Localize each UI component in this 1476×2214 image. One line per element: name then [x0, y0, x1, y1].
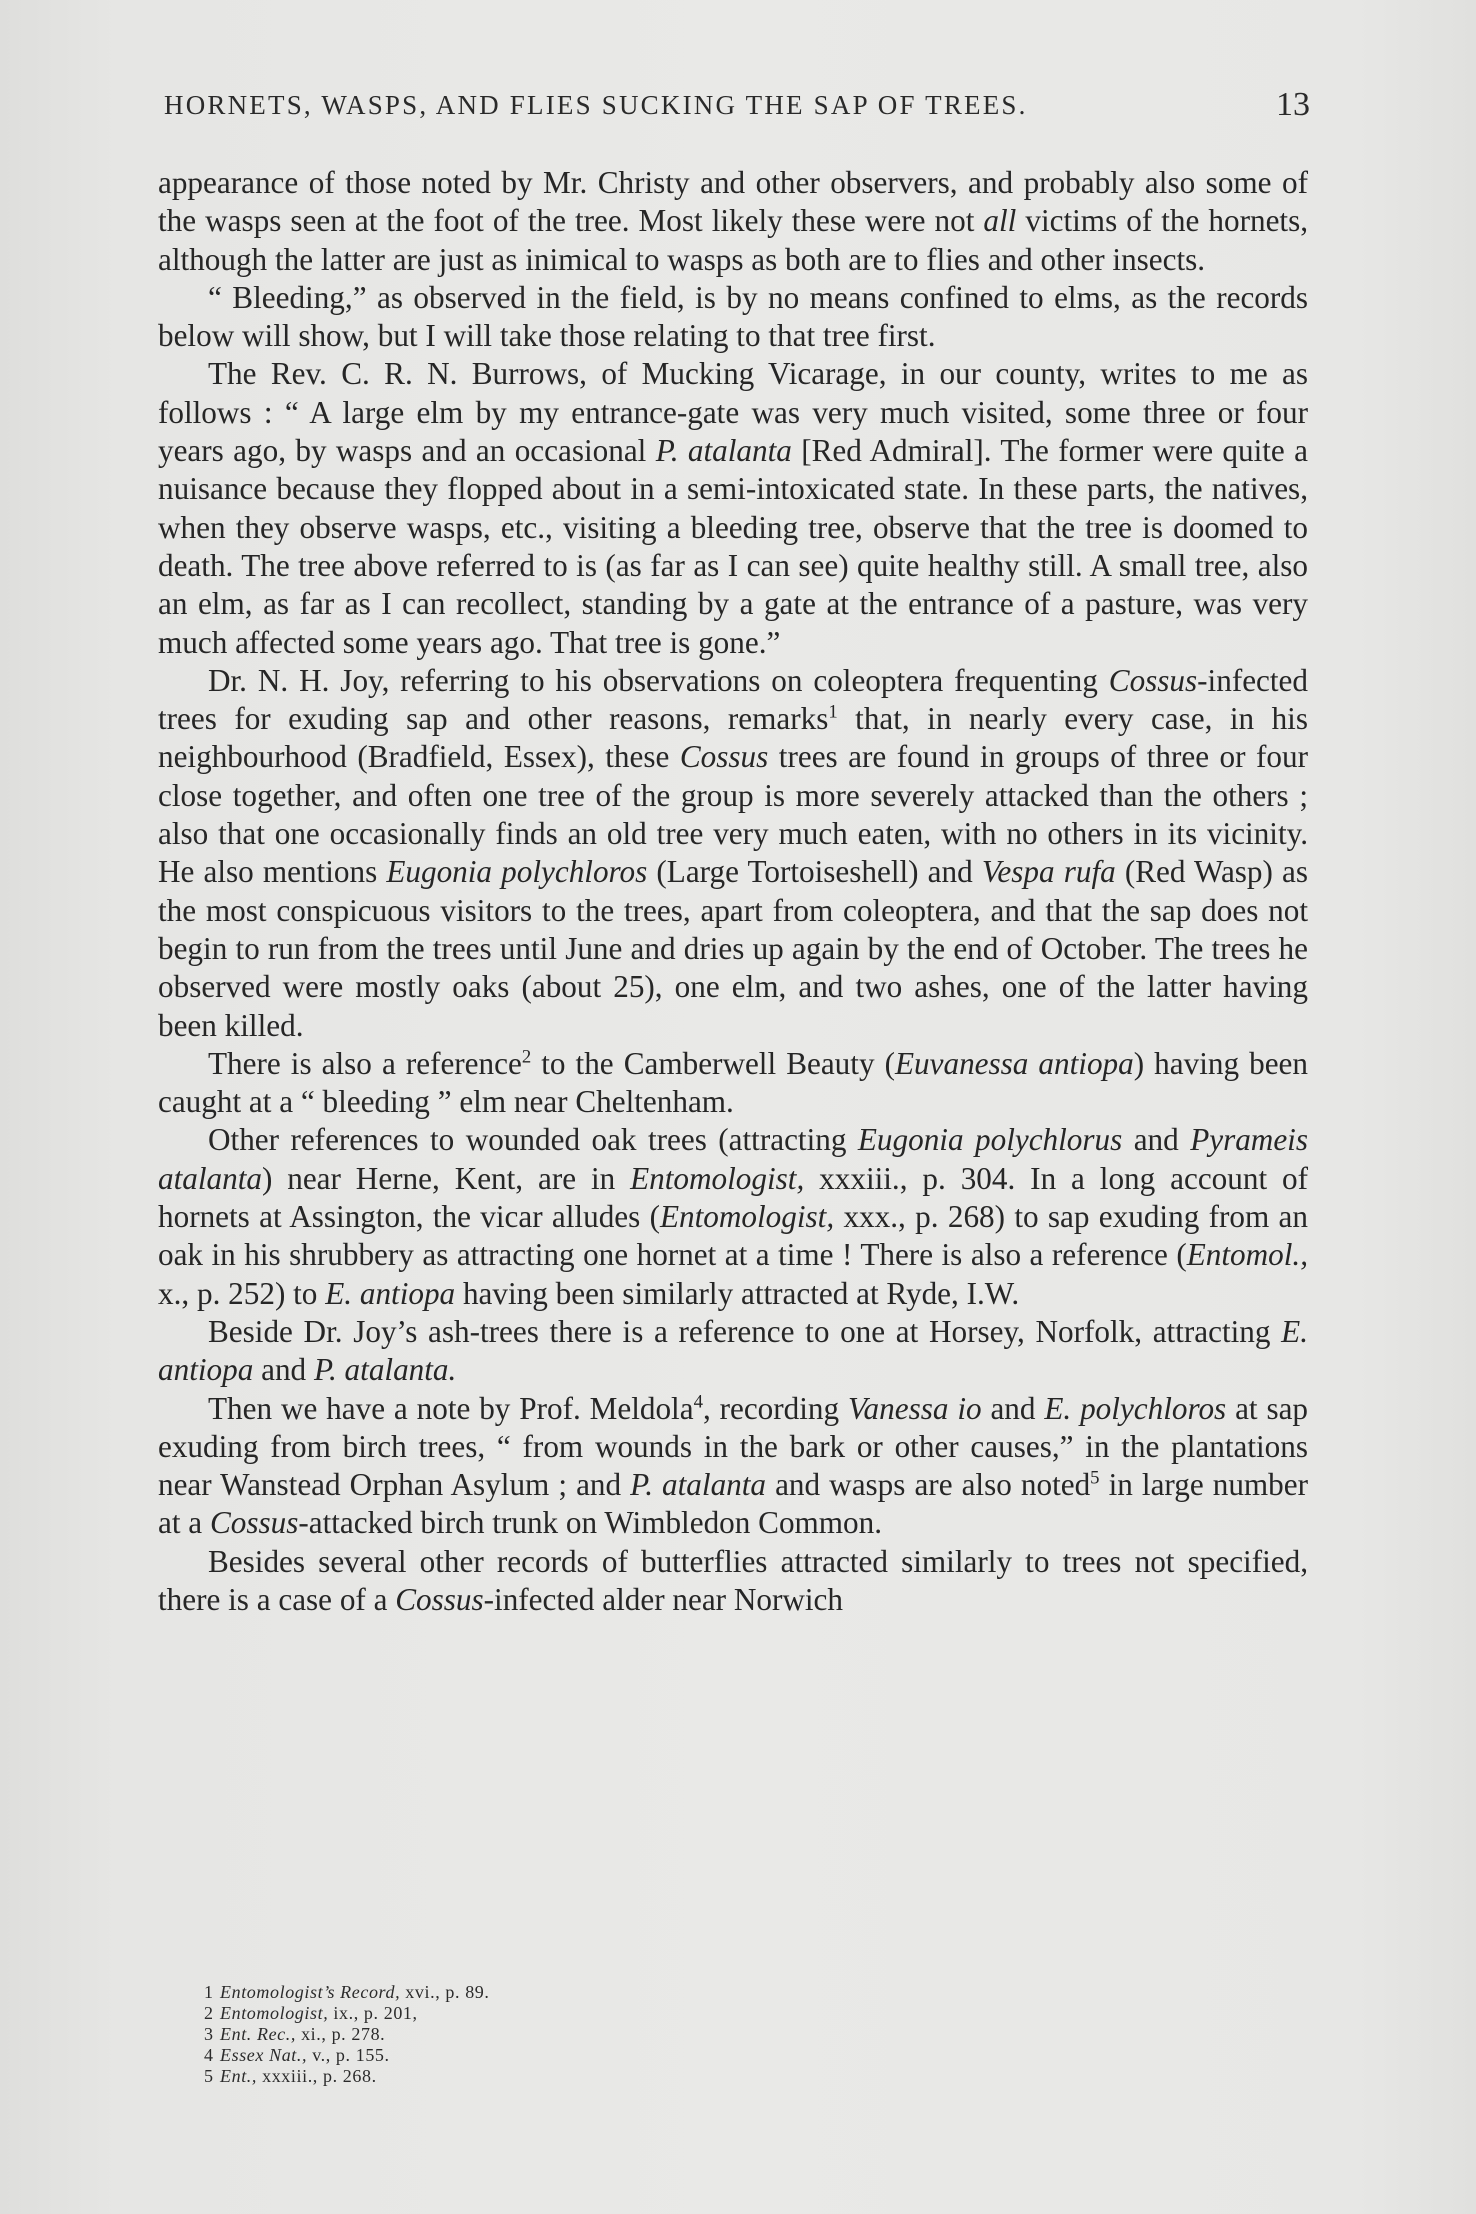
text-run: -infected trees for exuding sap and other reasons, remarks — [158, 662, 1308, 737]
text-run: appearance of those noted by Mr. Christy and other observers, and probably also some of the wasps seen at the foot of the tree. Most likely these were not — [158, 165, 1308, 239]
text-run: xxx., p. 268) to sap exuding from an oak in his shrubbery as attracting one hornet at a time ! There is also a reference ( — [158, 1199, 1308, 1273]
text-run: Other references to wounded oak trees (attracting — [208, 1122, 858, 1158]
italic-text: Eugonia polychloros — [386, 854, 648, 890]
footnote-reference: v., p. 155. — [307, 2045, 390, 2065]
footnote-marker: 1 — [828, 701, 838, 723]
text-run: x., p. 252) to — [158, 1275, 326, 1311]
italic-text: P. atalanta — [655, 433, 792, 469]
footnote-source: Entomologist, — [220, 2003, 329, 2023]
footnote — [204, 2066, 804, 2087]
footnote-number: 3 — [204, 2024, 214, 2044]
paragraph — [158, 164, 1308, 279]
footnote-reference: xxxiii., p. 268. — [257, 2066, 377, 2086]
footnote-marker: 4 — [693, 1391, 703, 1413]
running-header — [164, 86, 1310, 123]
italic-text: Entomol., — [1186, 1237, 1308, 1273]
italic-text: P. atalanta. — [313, 1352, 457, 1388]
footnote-number: 4 — [204, 2045, 214, 2065]
text-run: at sap exuding from birch trees, “ from wounds in the bark or other causes,” in the plantations near Wanstead Orphan Asylum ; and — [158, 1390, 1309, 1503]
footnote-number: 1 — [204, 1982, 214, 2002]
italic-text: Vespa rufa — [981, 854, 1116, 890]
text-run: (Red Wasp) as the most conspicuous visitors to the trees, apart from coleoptera, and that the sap does not begin to run from the trees until June and dries up again by the end of October. The trees he observed were mostly oaks (about 25), one elm, and two ashes, one of the latter having been killed. — [158, 854, 1309, 1043]
running-title: HORNETS, WASPS, AND FLIES SUCKING THE SAP OF TREES. — [164, 90, 1028, 120]
paragraph — [158, 662, 1308, 1045]
text-run: and wasps are also noted — [766, 1467, 1091, 1503]
footnote — [204, 2003, 804, 2024]
footnote-source: Essex Nat., — [220, 2045, 308, 2065]
paragraph — [158, 1121, 1308, 1312]
footnote-source: Ent., — [220, 2066, 257, 2086]
footnote-number: 2 — [204, 2003, 214, 2023]
italic-text: Cossus — [395, 1581, 484, 1617]
text-run: to the Camberwell Beauty ( — [531, 1045, 895, 1081]
footnote-source: Entomologist’s Record, — [220, 1982, 401, 2002]
text-run: in large number at a — [158, 1467, 1308, 1541]
italic-text: P. atalanta — [630, 1467, 767, 1503]
text-run: ) having been caught at a “ bleeding ” elm near Cheltenham. — [158, 1045, 1308, 1120]
italic-text: Cossus — [1108, 662, 1198, 698]
text-run: Besides several other records of butterflies attracted similarly to trees not specified, there is a case of a — [158, 1543, 1308, 1617]
footnote-reference: xvi., p. 89. — [400, 1982, 490, 2002]
paragraph — [158, 355, 1308, 661]
footnote-reference: ix., p. 201, — [328, 2003, 418, 2023]
footnote — [204, 2024, 804, 2045]
footnote-marker: 5 — [1090, 1467, 1100, 1489]
footnote-reference: xi., p. 278. — [295, 2024, 386, 2044]
italic-text: Euvanessa antiopa — [894, 1045, 1134, 1081]
footnote — [204, 2045, 804, 2066]
italic-text: E. polychloros — [1044, 1390, 1227, 1426]
text-run: Then we have a note by Prof. Meldola — [208, 1390, 694, 1426]
italic-text: Eugonia polychlorus — [857, 1122, 1123, 1158]
text-run: trees are found in groups of three or four close together, and often one tree of the group is more severely attacked than the others ; also that one occasionally finds an old tree very much eaten, with no others in its vicinity. He also mentions — [158, 739, 1309, 890]
text-run: ) near Herne, Kent, are in — [261, 1160, 631, 1196]
italic-text: Entomologist, — [659, 1199, 835, 1235]
italic-text: Pyrameis atalanta — [158, 1122, 1308, 1196]
text-run: that, in nearly every case, in his neighbourhood (Bradfield, Essex), these — [158, 701, 1308, 775]
text-run: -attacked birch trunk on Wimbledon Common. — [298, 1505, 883, 1541]
text-run: and — [1122, 1122, 1191, 1158]
italic-text: Cossus — [209, 1505, 299, 1541]
page-number: 13 — [1276, 86, 1310, 123]
footnote-source: Ent. Rec., — [220, 2024, 296, 2044]
footnote-marker: 2 — [521, 1046, 532, 1068]
text-run: (Large Tortoiseshell) and — [647, 854, 982, 890]
text-run: victims of the hornets, although the latter are just as inimical to wasps as both are to flies and other insects. — [158, 203, 1309, 277]
paragraph — [158, 1313, 1308, 1390]
text-run: “ Bleeding,” as observed in the field, is by no means confined to elms, as the records below will show, but I will take those relating to that tree first. — [158, 279, 1308, 354]
text-run: xxxiii., p. 304. In a long account of hornets at Assington, the vicar alludes ( — [158, 1160, 1308, 1235]
text-run: Dr. N. H. Joy, referring to his observations on coleoptera frequenting — [208, 662, 1109, 698]
italic-text: E. antiopa — [158, 1313, 1308, 1388]
italic-text: Cossus — [679, 739, 769, 775]
text-run: There is also a reference — [208, 1045, 522, 1081]
text-run: having been similarly attracted at Ryde, I.W. — [455, 1275, 1020, 1311]
footnote-number: 5 — [204, 2066, 214, 2086]
paragraph — [158, 1045, 1308, 1122]
text-run: The Rev. C. R. N. Burrows, of Mucking Vicarage, in our county, writes to me as follows : “ A large elm by my entrance-gate was very much visited, some three or four years ago, by wasps and an occasional — [158, 356, 1308, 469]
italic-text: all — [983, 203, 1017, 239]
body-text — [158, 164, 1308, 1619]
italic-text: Vanessa io — [847, 1390, 982, 1426]
italic-text: Entomologist, — [630, 1160, 805, 1196]
italic-text: E. antiopa — [325, 1275, 456, 1311]
paragraph — [158, 1543, 1308, 1620]
text-run: , recording — [702, 1390, 848, 1426]
text-run: and — [253, 1352, 314, 1388]
text-run: and — [981, 1390, 1045, 1426]
text-run: [Red Admiral]. The former were quite a nuisance because they flopped about in a semi-intoxicated state. In these parts, the natives, when they observe wasps, etc., visiting a bleeding tree, observe that the tree is doomed to death. The tree above referred to is (as far as I can see) quite healthy still. A small tree, also an elm, as far as I can recollect, standing by a gate at the entrance of a pasture, was very much affected some years ago. That tree is gone.” — [158, 433, 1308, 660]
paragraph — [158, 279, 1308, 356]
paragraph — [158, 1390, 1308, 1543]
footnote — [204, 1982, 804, 2003]
text-run: -infected alder near Norwich — [483, 1581, 843, 1617]
footnotes — [204, 1982, 804, 2087]
text-run: Beside Dr. Joy’s ash-trees there is a reference to one at Horsey, Norfolk, attracting — [208, 1313, 1282, 1349]
